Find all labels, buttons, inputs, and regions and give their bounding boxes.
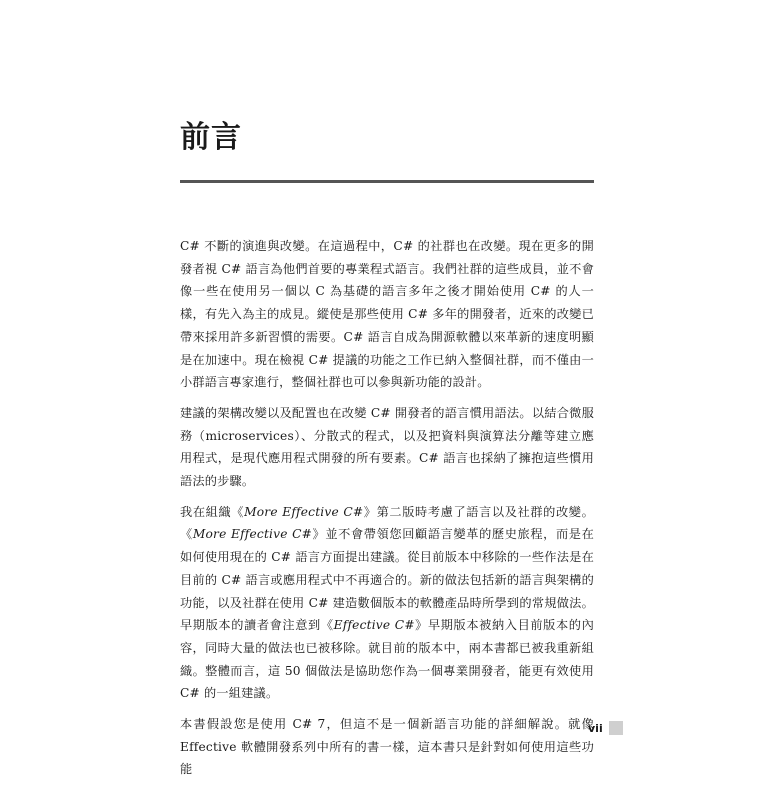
body-text <box>180 235 594 789</box>
book-title-more-effective-csharp: More Effective C# <box>244 504 364 519</box>
page-number: vii <box>588 721 603 735</box>
page-title: 前言 <box>180 120 242 155</box>
paragraph-2: 建議的架構改變以及配置也在改變 C# 開發者的語言慣用語法。以結合微服務（microservices）、分散式的程式，以及把資料與演算法分離等建立應用程式，是現代應用程式開發的所有要素。C# 語言也採納了擁抱這些慣用語法的步驟。 <box>180 405 594 489</box>
book-title-effective-csharp: Effective C# <box>333 618 415 633</box>
paragraph-3-text-a: 我在組織《 <box>180 504 245 519</box>
page-footer <box>588 721 623 735</box>
folio-box <box>609 721 623 735</box>
paragraph-3-text-b: 》第二版時考慮了語言以及社群的改變。《 <box>180 504 594 542</box>
book-title-more-effective-csharp-2: More Effective C# <box>192 527 313 542</box>
paragraph-4: 本書假設您是使用 C# 7，但這不是一個新語言功能的詳細解說。就像 Effective 軟體開發系列中所有的書一樣，這本書只是針對如何使用這些功能 <box>180 717 594 777</box>
paragraph-1: C# 不斷的演進與改變。在這過程中，C# 的社群也在改變。現在更多的開發者視 C# 語言為他們首要的專業程式語言。我們社群的這些成員，並不會像一些在使用另一個以 C 為基礎的語言多年之後才開始使用 C# 的人一樣，有先入為主的成見。縱使是那些使用 C# 多年的開發者，近來的改變已帶來採用許多新習慣的需要。C# 語言自成為開源軟體以來革新的速度明顯是在加速中。現在檢視 C# 提議的功能之工作已納入整個社群，而不僅由一小群語言專家進行，整個社群也可以參與新功能的設計。 <box>180 239 594 390</box>
paragraph-3 <box>180 501 594 705</box>
paragraph-3-text-c: 》並不會帶領您回顧語言變革的歷史旅程，而是在如何使用現在的 C# 語言方面提出建議。從目前版本中移除的一些作法是在目前的 C# 語言或應用程式中不再適合的。新的做法包括新的語言與架構的功能，以及社群在使用 C# 建造數個版本的軟體產品時所學到的常規做法。早期版本的讀者會注意到《 <box>180 527 595 633</box>
title-rule <box>180 180 594 183</box>
paragraph-3-text-d: 》早期版本被納入目前版本的內容，同時大量的做法也已被移除。就目前的版本中，兩本書都已被我重新組織。整體而言，這 50 個做法是協助您作為一個專業開發者，能更有效使用 C# 的一組建議。 <box>180 618 594 701</box>
